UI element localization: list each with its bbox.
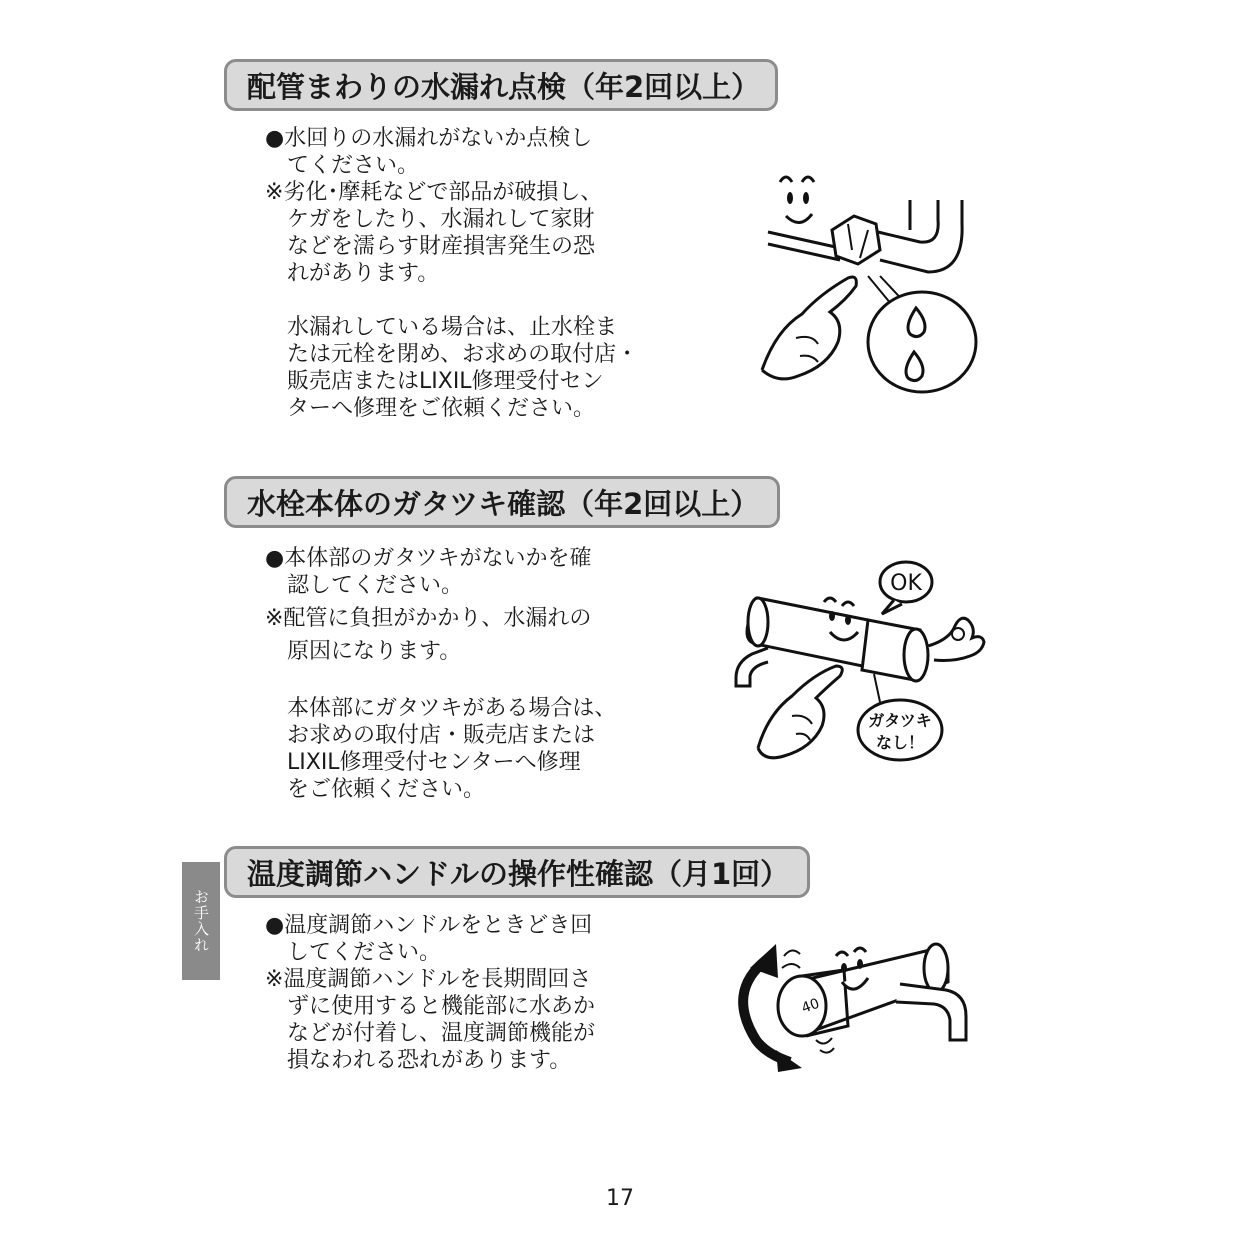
text-line: LIXIL修理受付センターへ修理 <box>287 750 581 775</box>
section-3-text <box>265 912 595 1074</box>
text-line: ケガをしたり、水漏れして家財 <box>287 207 595 232</box>
text-line: 認してください。 <box>287 573 464 598</box>
text-line: ターへ修理をご依頼ください。 <box>287 396 596 421</box>
side-tab-care: お手入れ <box>182 862 220 980</box>
text-line: ●温度調節ハンドルをときどき回 <box>265 913 593 938</box>
page-number: 17 <box>606 1186 634 1211</box>
text-line: ※劣化･摩耗などで部品が破損し、 <box>265 180 603 205</box>
text-line: してください。 <box>287 940 442 965</box>
text-line: 本体部にガタツキがある場合は、 <box>287 696 617 721</box>
text-line: 販売店またはLIXIL修理受付セン <box>287 369 604 394</box>
gata-bubble-text-2: なし！ <box>875 733 925 752</box>
text-line: 原因になります。 <box>287 639 462 664</box>
faucet-ok-illustration <box>728 558 988 768</box>
text-line: てください。 <box>287 153 420 178</box>
text-line: などを濡らす財産損害発生の恐 <box>287 234 596 259</box>
text-line: たは元栓を閉め、お求めの取付店・ <box>287 342 639 367</box>
blank-line <box>265 665 616 695</box>
temperature-handle-illustration <box>720 922 980 1072</box>
text-line: 損なわれる恐れがあります。 <box>287 1048 572 1073</box>
section-1-text <box>265 125 638 422</box>
ok-bubble-text: OK <box>890 571 922 596</box>
text-line: ※温度調節ハンドルを長期間回さ <box>265 967 592 992</box>
text-line: ※配管に負担がかかり、水漏れの <box>265 606 592 631</box>
section-2-heading: 水栓本体のガタツキ確認（年2回以上） <box>224 476 780 528</box>
pipe-leak-illustration <box>740 160 990 400</box>
gata-bubble-text-1: ガタツキ <box>868 711 932 730</box>
text-line: れがあります。 <box>287 261 440 286</box>
section-1-heading: 配管まわりの水漏れ点検（年2回以上） <box>224 59 778 111</box>
text-line: ●水回りの水漏れがないか点検し <box>265 126 593 151</box>
text-line: などが付着し、温度調節機能が <box>287 1021 596 1046</box>
text-line: 水漏れしている場合は、止水栓ま <box>287 315 618 340</box>
text-line: ずに使用すると機能部に水あか <box>287 994 596 1019</box>
section-2-text <box>265 545 616 803</box>
text-line: お求めの取付店・販売店または <box>287 723 596 748</box>
section-3-heading: 温度調節ハンドルの操作性確認（月1回） <box>224 846 810 898</box>
text-line: ●本体部のガタツキがないかを確 <box>265 546 592 571</box>
blank-line <box>265 287 638 314</box>
dial-label: 40 <box>799 995 822 1017</box>
text-line: をご依頼ください。 <box>287 777 486 802</box>
